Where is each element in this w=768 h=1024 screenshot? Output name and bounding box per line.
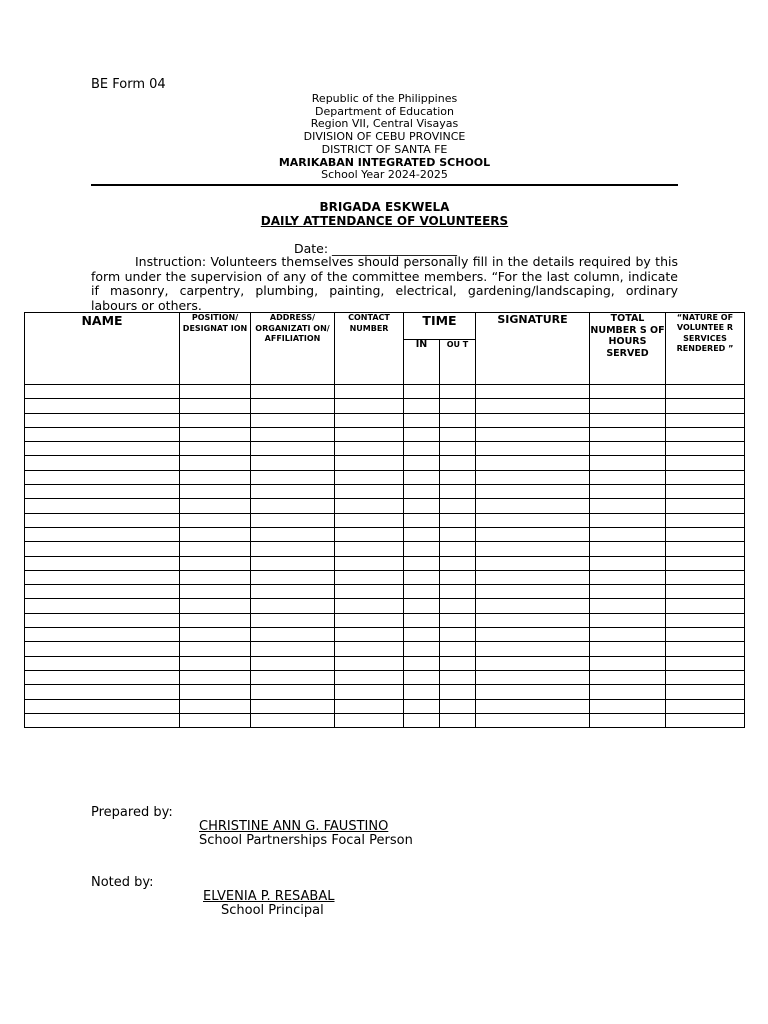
table-cell[interactable]	[476, 570, 590, 584]
table-cell[interactable]	[590, 656, 666, 670]
table-cell[interactable]	[476, 456, 590, 470]
table-cell[interactable]	[25, 613, 180, 627]
table-cell[interactable]	[335, 642, 404, 656]
table-cell[interactable]	[440, 570, 476, 584]
table-cell[interactable]	[440, 442, 476, 456]
table-cell[interactable]	[251, 628, 335, 642]
table-cell[interactable]	[251, 570, 335, 584]
table-cell[interactable]	[180, 642, 251, 656]
table-cell[interactable]	[404, 399, 440, 413]
title-brigada: BRIGADA ESKWELA	[319, 200, 450, 214]
table-cell[interactable]	[335, 613, 404, 627]
table-cell[interactable]	[590, 399, 666, 413]
table-cell[interactable]	[666, 527, 745, 541]
table-cell[interactable]	[440, 527, 476, 541]
column-header-time: TIME	[404, 313, 476, 340]
table-cell[interactable]	[476, 470, 590, 484]
attendance-table	[24, 312, 745, 728]
table-row	[25, 642, 745, 656]
table-cell[interactable]	[335, 499, 404, 513]
table-cell[interactable]	[251, 499, 335, 513]
table-cell[interactable]	[180, 470, 251, 484]
table-cell[interactable]	[476, 527, 590, 541]
table-cell[interactable]	[440, 413, 476, 427]
table-cell[interactable]	[251, 470, 335, 484]
table-row	[25, 542, 745, 556]
table-cell[interactable]	[335, 570, 404, 584]
table-cell[interactable]	[590, 442, 666, 456]
table-cell[interactable]	[666, 427, 745, 441]
table-cell[interactable]	[440, 613, 476, 627]
table-cell[interactable]	[335, 542, 404, 556]
table-row	[25, 613, 745, 627]
table-cell[interactable]	[404, 585, 440, 599]
table-cell[interactable]	[440, 656, 476, 670]
table-cell[interactable]	[666, 670, 745, 684]
table-cell[interactable]	[590, 642, 666, 656]
table-cell[interactable]	[335, 413, 404, 427]
table-cell[interactable]	[180, 513, 251, 527]
table-cell[interactable]	[590, 713, 666, 727]
table-cell[interactable]	[25, 699, 180, 713]
table-cell[interactable]	[666, 713, 745, 727]
table-cell[interactable]	[404, 385, 440, 399]
table-cell[interactable]	[180, 427, 251, 441]
table-cell[interactable]	[476, 427, 590, 441]
table-cell[interactable]	[335, 556, 404, 570]
table-cell[interactable]	[666, 385, 745, 399]
table-cell[interactable]	[440, 599, 476, 613]
header-divider	[91, 184, 678, 186]
table-cell[interactable]	[440, 699, 476, 713]
table-cell[interactable]	[590, 613, 666, 627]
date-field[interactable]: Date: ____________________	[294, 241, 458, 256]
table-cell[interactable]	[404, 456, 440, 470]
table-cell[interactable]	[404, 413, 440, 427]
table-cell[interactable]	[440, 456, 476, 470]
table-cell[interactable]	[476, 713, 590, 727]
table-cell[interactable]	[440, 499, 476, 513]
table-cell[interactable]	[590, 427, 666, 441]
table-cell[interactable]	[180, 670, 251, 684]
table-cell[interactable]	[476, 556, 590, 570]
table-cell[interactable]	[251, 585, 335, 599]
table-row	[25, 599, 745, 613]
table-cell[interactable]	[25, 470, 180, 484]
table-cell[interactable]	[251, 685, 335, 699]
table-cell[interactable]	[335, 399, 404, 413]
table-row	[25, 513, 745, 527]
table-cell[interactable]	[251, 413, 335, 427]
noted-by-label: Noted by:	[91, 875, 154, 890]
table-cell[interactable]	[666, 585, 745, 599]
header-school-name: MARIKABAN INTEGRATED SCHOOL	[278, 155, 491, 169]
table-cell[interactable]	[25, 427, 180, 441]
noted-by-name: ELVENIA P. RESABAL	[203, 889, 335, 904]
table-cell[interactable]	[25, 485, 180, 499]
table-cell[interactable]	[25, 413, 180, 427]
table-cell[interactable]	[335, 628, 404, 642]
table-cell[interactable]	[440, 513, 476, 527]
table-cell[interactable]	[404, 670, 440, 684]
table-cell[interactable]	[590, 527, 666, 541]
table-cell[interactable]	[666, 485, 745, 499]
table-cell[interactable]	[251, 442, 335, 456]
table-cell[interactable]	[335, 485, 404, 499]
table-cell[interactable]	[251, 427, 335, 441]
table-cell[interactable]	[180, 527, 251, 541]
table-cell[interactable]	[180, 599, 251, 613]
table-cell[interactable]	[666, 456, 745, 470]
column-header-total-hours: TOTAL NUMBER S OF HOURS SERVED	[590, 313, 666, 385]
table-cell[interactable]	[404, 685, 440, 699]
form-number: BE Form 04	[91, 77, 166, 92]
table-cell[interactable]	[180, 699, 251, 713]
table-row	[25, 499, 745, 513]
table-cell[interactable]	[404, 613, 440, 627]
table-cell[interactable]	[666, 613, 745, 627]
table-cell[interactable]	[180, 585, 251, 599]
table-cell[interactable]	[590, 699, 666, 713]
table-cell[interactable]	[666, 399, 745, 413]
header-district: DISTRICT OF SANTA FE	[321, 142, 448, 156]
table-cell[interactable]	[404, 656, 440, 670]
table-cell[interactable]	[590, 570, 666, 584]
table-cell[interactable]	[25, 628, 180, 642]
table-cell[interactable]	[251, 642, 335, 656]
table-cell[interactable]	[476, 585, 590, 599]
table-cell[interactable]	[666, 642, 745, 656]
table-cell[interactable]	[476, 413, 590, 427]
table-cell[interactable]	[25, 456, 180, 470]
table-cell[interactable]	[666, 628, 745, 642]
table-cell[interactable]	[25, 713, 180, 727]
table-cell[interactable]	[476, 485, 590, 499]
document-header	[91, 93, 678, 182]
table-cell[interactable]	[251, 513, 335, 527]
column-header-time-in: IN	[404, 340, 440, 385]
table-cell[interactable]	[666, 499, 745, 513]
table-cell[interactable]	[440, 470, 476, 484]
table-cell[interactable]	[476, 670, 590, 684]
table-row	[25, 385, 745, 399]
table-cell[interactable]	[25, 442, 180, 456]
column-header-position: POSITION/ DESIGNAT ION	[180, 313, 251, 385]
table-row	[25, 427, 745, 441]
table-row	[25, 527, 745, 541]
table-cell[interactable]	[335, 385, 404, 399]
table-cell[interactable]	[180, 399, 251, 413]
table-cell[interactable]	[404, 442, 440, 456]
table-cell[interactable]	[666, 513, 745, 527]
table-cell[interactable]	[335, 585, 404, 599]
table-cell[interactable]	[590, 499, 666, 513]
table-cell[interactable]	[404, 470, 440, 484]
prepared-by-label: Prepared by:	[91, 805, 173, 820]
table-cell[interactable]	[404, 556, 440, 570]
noted-by-role: School Principal	[221, 903, 324, 918]
column-header-signature: SIGNATURE	[476, 313, 590, 385]
table-cell[interactable]	[404, 713, 440, 727]
table-row	[25, 485, 745, 499]
table-cell[interactable]	[335, 442, 404, 456]
table-cell[interactable]	[251, 699, 335, 713]
table-row	[25, 556, 745, 570]
prepared-by-name: CHRISTINE ANN G. FAUSTINO	[199, 819, 389, 834]
table-cell[interactable]	[666, 685, 745, 699]
table-cell[interactable]	[180, 542, 251, 556]
column-header-contact: CONTACT NUMBER	[335, 313, 404, 385]
table-row	[25, 442, 745, 456]
table-cell[interactable]	[440, 670, 476, 684]
table-row	[25, 699, 745, 713]
table-cell[interactable]	[404, 628, 440, 642]
table-row	[25, 670, 745, 684]
table-cell[interactable]	[440, 585, 476, 599]
header-region: Region VII, Central Visayas	[310, 117, 459, 131]
table-cell[interactable]	[666, 542, 745, 556]
table-cell[interactable]	[590, 670, 666, 684]
table-cell[interactable]	[476, 613, 590, 627]
table-cell[interactable]	[25, 399, 180, 413]
table-cell[interactable]	[180, 485, 251, 499]
table-cell[interactable]	[476, 499, 590, 513]
table-row	[25, 399, 745, 413]
table-row	[25, 656, 745, 670]
table-cell[interactable]	[590, 542, 666, 556]
table-cell[interactable]	[404, 427, 440, 441]
table-cell[interactable]	[590, 485, 666, 499]
table-cell[interactable]	[25, 499, 180, 513]
table-row	[25, 413, 745, 427]
table-cell[interactable]	[476, 656, 590, 670]
table-cell[interactable]	[440, 556, 476, 570]
table-cell[interactable]	[25, 585, 180, 599]
table-row	[25, 685, 745, 699]
table-cell[interactable]	[335, 456, 404, 470]
table-cell[interactable]	[590, 470, 666, 484]
table-cell[interactable]	[666, 699, 745, 713]
table-cell[interactable]	[590, 599, 666, 613]
instruction-paragraph: Instruction: Volunteers themselves should personally fill in the details required by this form under the supervision of any of the committee members. “For the last column, indicate if masonry, carpentry, plumbing, painting, electrical, gardening/landscaping, ordinary labours or others.	[91, 254, 678, 313]
header-republic: Republic of the Philippines	[311, 92, 458, 105]
table-cell[interactable]	[440, 642, 476, 656]
column-header-nature-of-service: “NATURE OF VOLUNTEE R SERVICES RENDERED ”	[666, 313, 745, 385]
table-cell[interactable]	[335, 699, 404, 713]
table-row	[25, 628, 745, 642]
table-cell[interactable]	[440, 628, 476, 642]
table-cell[interactable]	[476, 628, 590, 642]
table-cell[interactable]	[476, 642, 590, 656]
table-cell[interactable]	[25, 685, 180, 699]
table-cell[interactable]	[404, 599, 440, 613]
table-cell[interactable]	[25, 385, 180, 399]
table-cell[interactable]	[335, 599, 404, 613]
table-cell[interactable]	[180, 556, 251, 570]
table-cell[interactable]	[251, 556, 335, 570]
table-cell[interactable]	[590, 585, 666, 599]
table-cell[interactable]	[335, 527, 404, 541]
table-cell[interactable]	[590, 385, 666, 399]
table-cell[interactable]	[590, 556, 666, 570]
table-cell[interactable]	[180, 656, 251, 670]
table-cell[interactable]	[476, 542, 590, 556]
table-cell[interactable]	[251, 599, 335, 613]
table-cell[interactable]	[180, 456, 251, 470]
table-cell[interactable]	[25, 556, 180, 570]
table-row	[25, 470, 745, 484]
table-cell[interactable]	[476, 699, 590, 713]
table-cell[interactable]	[440, 713, 476, 727]
table-cell[interactable]	[25, 670, 180, 684]
attendance-rows	[25, 385, 745, 728]
table-cell[interactable]	[251, 670, 335, 684]
table-cell[interactable]	[335, 713, 404, 727]
table-cell[interactable]	[476, 599, 590, 613]
table-cell[interactable]	[590, 456, 666, 470]
table-cell[interactable]	[251, 613, 335, 627]
table-cell[interactable]	[666, 413, 745, 427]
table-cell[interactable]	[404, 499, 440, 513]
table-cell[interactable]	[335, 513, 404, 527]
table-cell[interactable]	[666, 656, 745, 670]
table-cell[interactable]	[180, 499, 251, 513]
table-cell[interactable]	[335, 656, 404, 670]
table-cell[interactable]	[251, 656, 335, 670]
table-cell[interactable]	[180, 713, 251, 727]
table-cell[interactable]	[440, 685, 476, 699]
table-cell[interactable]	[251, 456, 335, 470]
table-cell[interactable]	[251, 527, 335, 541]
table-cell[interactable]	[180, 628, 251, 642]
header-department: Department of Education	[315, 104, 454, 118]
table-row	[25, 713, 745, 727]
table-cell[interactable]	[404, 699, 440, 713]
table-cell[interactable]	[180, 442, 251, 456]
title-daily-attendance: DAILY ATTENDANCE OF VOLUNTEERS	[260, 214, 509, 228]
table-cell[interactable]	[335, 427, 404, 441]
table-cell[interactable]	[25, 642, 180, 656]
table-cell[interactable]	[476, 685, 590, 699]
table-cell[interactable]	[335, 470, 404, 484]
table-cell[interactable]	[590, 513, 666, 527]
header-school-year: School Year 2024-2025	[321, 168, 448, 182]
table-cell[interactable]	[25, 513, 180, 527]
table-cell[interactable]	[440, 427, 476, 441]
table-cell[interactable]	[25, 527, 180, 541]
table-cell[interactable]	[476, 399, 590, 413]
table-row	[25, 570, 745, 584]
table-cell[interactable]	[666, 599, 745, 613]
table-cell[interactable]	[25, 570, 180, 584]
table-cell[interactable]	[251, 399, 335, 413]
table-cell[interactable]	[440, 542, 476, 556]
table-cell[interactable]	[666, 470, 745, 484]
column-header-address: ADDRESS/ ORGANIZATI ON/ AFFILIATION	[251, 313, 335, 385]
prepared-by-role: School Partnerships Focal Person	[199, 833, 413, 848]
table-cell[interactable]	[590, 685, 666, 699]
table-cell[interactable]	[476, 442, 590, 456]
header-division: DIVISION OF CEBU PROVINCE	[303, 130, 466, 144]
table-row	[25, 456, 745, 470]
table-cell[interactable]	[666, 570, 745, 584]
table-cell[interactable]	[251, 713, 335, 727]
table-cell[interactable]	[180, 570, 251, 584]
table-cell[interactable]	[404, 485, 440, 499]
table-cell[interactable]	[335, 685, 404, 699]
table-cell[interactable]	[404, 542, 440, 556]
column-header-name: NAME	[25, 313, 180, 385]
table-cell[interactable]	[251, 385, 335, 399]
table-cell[interactable]	[180, 413, 251, 427]
table-cell[interactable]	[251, 542, 335, 556]
table-cell[interactable]	[25, 599, 180, 613]
table-cell[interactable]	[404, 570, 440, 584]
table-cell[interactable]	[476, 513, 590, 527]
table-cell[interactable]	[590, 628, 666, 642]
form-title	[91, 200, 678, 228]
table-cell[interactable]	[251, 485, 335, 499]
table-cell[interactable]	[590, 413, 666, 427]
table-cell[interactable]	[25, 656, 180, 670]
table-cell[interactable]	[440, 385, 476, 399]
column-header-time-out: OU T	[440, 340, 476, 385]
table-row	[25, 585, 745, 599]
table-cell[interactable]	[335, 670, 404, 684]
table-cell[interactable]	[25, 542, 180, 556]
table-cell[interactable]	[666, 556, 745, 570]
table-cell[interactable]	[404, 527, 440, 541]
table-cell[interactable]	[180, 685, 251, 699]
table-cell[interactable]	[404, 642, 440, 656]
table-cell[interactable]	[180, 613, 251, 627]
table-cell[interactable]	[180, 385, 251, 399]
table-cell[interactable]	[404, 513, 440, 527]
table-cell[interactable]	[440, 485, 476, 499]
table-cell[interactable]	[666, 442, 745, 456]
table-cell[interactable]	[440, 399, 476, 413]
table-cell[interactable]	[476, 385, 590, 399]
